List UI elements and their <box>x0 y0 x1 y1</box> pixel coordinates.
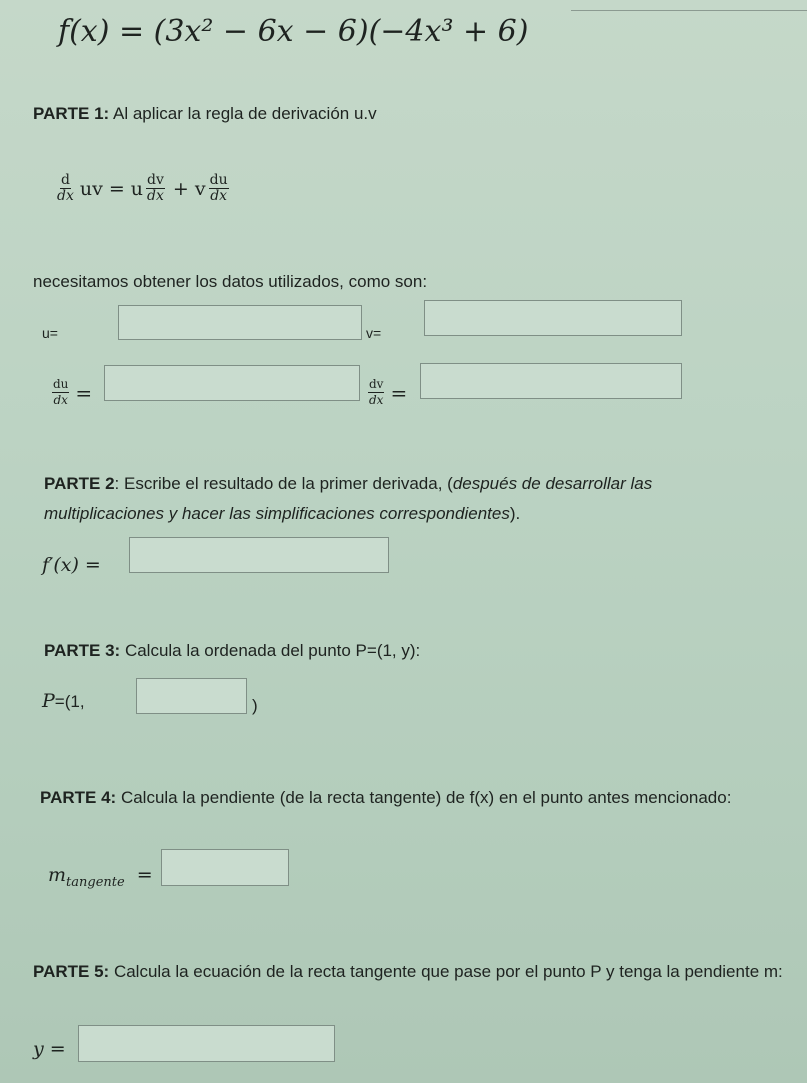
parte5-title: PARTE 5: <box>33 962 110 981</box>
rule-eq-u: = u <box>108 177 144 200</box>
parte2-italic: después de desarrollar las multiplicaciones y hacer las simplificaciones correspondientes <box>44 474 653 523</box>
slope-label: $m_{tangente}$ = <box>48 864 153 890</box>
v-label: v= <box>366 325 382 341</box>
parte4-heading <box>40 784 760 812</box>
u-label: u= <box>42 325 58 341</box>
du-dx-input[interactable] <box>104 365 360 401</box>
point-close-paren: ) <box>252 696 258 715</box>
parte3-title: PARTE 3: <box>44 641 121 660</box>
parte3-heading <box>44 640 420 661</box>
rule-d-dx: $\frac{d}{dx}$ <box>57 172 74 204</box>
dv-dx-label: $\frac{dv}{dx}$ = <box>369 377 408 407</box>
parte2-text: : Escribe el resultado de la primer derivada, ( <box>114 474 453 493</box>
rule-plus-v: + v <box>172 177 206 200</box>
parte3-text: Calcula la ordenada del punto P=(1, y): <box>124 641 421 660</box>
rule-dv-dx: $\frac{dv}{dx}$ <box>147 172 164 204</box>
product-rule <box>57 174 229 203</box>
parte4-title: PARTE 4: <box>40 788 117 807</box>
point-label: P=(1, <box>42 690 85 712</box>
rule-uv: uv <box>79 177 103 200</box>
parte5-heading <box>33 958 783 986</box>
parte4-text: Calcula la pendiente (de la recta tangente) de f(x) en el punto antes mencionado: <box>120 788 732 807</box>
fprime-label: f′(x) = <box>42 554 101 576</box>
function-formula: f(x) = (3x² − 6x − 6)(−4x³ + 6) <box>58 14 529 49</box>
du-dx-label: $\frac{du}{dx}$ = <box>53 377 93 407</box>
parte5-text: Calcula la ecuación de la recta tangente que pase por el punto P y tenga la pendiente m: <box>113 962 783 981</box>
parte1-text: Al aplicar la regla de derivación u.v <box>113 104 377 123</box>
tangent-eq-input[interactable] <box>78 1025 335 1062</box>
fprime-input[interactable] <box>129 537 389 573</box>
dv-dx-input[interactable] <box>420 363 682 399</box>
tangent-eq-label: y = <box>33 1038 66 1060</box>
slope-input[interactable] <box>161 849 289 886</box>
parte1-subtitle: necesitamos obtener los datos utilizados, como son: <box>33 272 428 291</box>
parte1-title: PARTE 1: <box>33 104 110 123</box>
parte2-title: PARTE 2 <box>44 474 115 493</box>
parte1-heading <box>33 103 773 124</box>
v-input[interactable] <box>424 300 682 336</box>
top-right-border <box>571 10 807 11</box>
parte2-heading: PARTE 2: Escribe el resultado de la primer derivada, (después de desarrollar las multiplicaciones y hacer las simplificaciones correspondientes). <box>44 474 653 523</box>
rule-du-dx: $\frac{du}{dx}$ <box>209 172 228 204</box>
ordinate-input[interactable] <box>136 678 247 714</box>
u-input[interactable] <box>118 305 362 340</box>
